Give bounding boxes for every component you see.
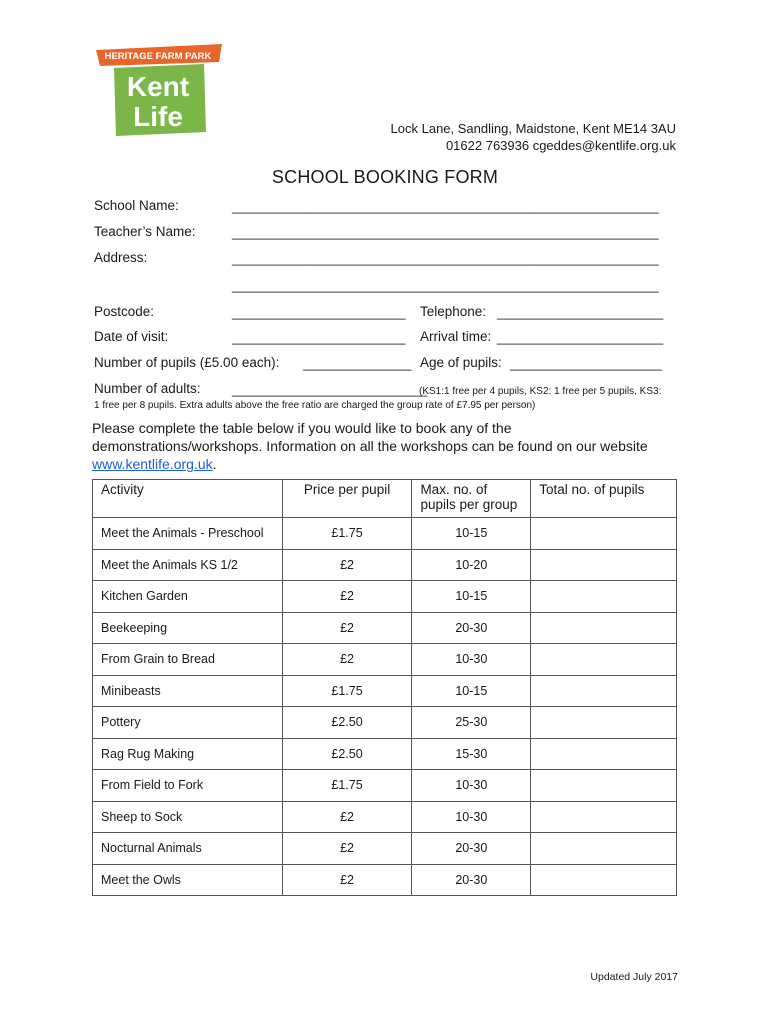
price-cell: £2: [282, 549, 412, 581]
total-pupils-cell[interactable]: [531, 581, 677, 613]
address-line-1: Lock Lane, Sandling, Maidstone, Kent ME14 3AU: [390, 121, 676, 136]
workshop-table: [92, 479, 677, 896]
max-pupils-cell: 10-30: [412, 644, 531, 676]
table-row: [93, 864, 677, 896]
teacher-name-label: Teacher’s Name:: [94, 224, 196, 239]
total-pupils-cell[interactable]: [531, 518, 677, 550]
max-pupils-cell: 10-15: [412, 675, 531, 707]
price-cell: £2: [282, 801, 412, 833]
table-row: [93, 518, 677, 550]
price-cell: £1.75: [282, 675, 412, 707]
total-pupils-cell[interactable]: [531, 707, 677, 739]
header-activity: Activity: [93, 480, 283, 518]
price-cell: £2.50: [282, 707, 412, 739]
max-pupils-cell: 25-30: [412, 707, 531, 739]
max-pupils-cell: 10-30: [412, 770, 531, 802]
table-row: [93, 801, 677, 833]
price-cell: £2: [282, 864, 412, 896]
activity-cell: From Field to Fork: [93, 770, 283, 802]
activity-cell: Nocturnal Animals: [93, 833, 283, 865]
price-cell: £2: [282, 833, 412, 865]
kent-life-logo: [92, 44, 226, 136]
price-cell: £2: [282, 612, 412, 644]
price-cell: £2: [282, 581, 412, 613]
max-pupils-cell: 15-30: [412, 738, 531, 770]
school-name-line[interactable]: ___________________________________________________________: [232, 199, 659, 214]
max-pupils-cell: 10-15: [412, 581, 531, 613]
table-row: [93, 707, 677, 739]
activity-cell: From Grain to Bread: [93, 644, 283, 676]
table-row: [93, 675, 677, 707]
teacher-name-line[interactable]: ___________________________________________________________: [232, 225, 659, 240]
max-pupils-cell: 10-15: [412, 518, 531, 550]
age-of-pupils-line[interactable]: _____________________: [510, 356, 662, 371]
total-pupils-cell[interactable]: [531, 549, 677, 581]
activity-cell: Pottery: [93, 707, 283, 739]
total-pupils-cell[interactable]: [531, 675, 677, 707]
telephone-line[interactable]: _______________________: [497, 305, 664, 320]
postcode-line[interactable]: ________________________: [232, 305, 406, 320]
total-pupils-cell[interactable]: [531, 644, 677, 676]
table-row: [93, 612, 677, 644]
price-cell: £2.50: [282, 738, 412, 770]
address-label: Address:: [94, 250, 148, 265]
adults-line[interactable]: ___________________________: [232, 382, 428, 397]
total-pupils-cell[interactable]: [531, 612, 677, 644]
intro-text: Please complete the table below if you would like to book any of the demonstrations/workshops. Information on all the workshops can be found on our website: [92, 420, 648, 454]
max-pupils-cell: 10-20: [412, 549, 531, 581]
header-price: Price per pupil: [282, 480, 412, 518]
total-pupils-cell[interactable]: [531, 801, 677, 833]
total-pupils-cell[interactable]: [531, 738, 677, 770]
table-row: [93, 549, 677, 581]
total-pupils-cell[interactable]: [531, 833, 677, 865]
age-of-pupils-label: Age of pupils:: [420, 355, 502, 370]
price-cell: £1.75: [282, 770, 412, 802]
table-row: [93, 833, 677, 865]
logo-name-kent: Kent: [126, 71, 190, 102]
max-pupils-cell: 20-30: [412, 612, 531, 644]
postcode-label: Postcode:: [94, 304, 155, 319]
date-of-visit-line[interactable]: ________________________: [232, 330, 406, 345]
website-link[interactable]: www.kentlife.org.uk: [92, 456, 213, 472]
updated-date: Updated July 2017: [590, 971, 678, 983]
school-name-label: School Name:: [94, 198, 179, 213]
activity-cell: Meet the Animals - Preschool: [93, 518, 283, 550]
logo-name-life: Life: [133, 101, 183, 132]
address-line-field-1[interactable]: ___________________________________________________________: [232, 251, 659, 266]
price-cell: £2: [282, 644, 412, 676]
activity-cell: Meet the Animals KS 1/2: [93, 549, 283, 581]
adults-note-line-2: 1 free per 8 pupils. Extra adults above the free ratio are charged the group rate of £7.95 per person): [94, 400, 536, 411]
max-pupils-cell: 20-30: [412, 833, 531, 865]
header-total: Total no. of pupils: [531, 480, 677, 518]
arrival-time-label: Arrival time:: [420, 329, 492, 344]
telephone-label: Telephone:: [420, 304, 487, 319]
address-line-field-2[interactable]: ___________________________________________________________: [232, 278, 659, 293]
activity-cell: Rag Rug Making: [93, 738, 283, 770]
activity-cell: Beekeeping: [93, 612, 283, 644]
page-title: SCHOOL BOOKING FORM: [271, 167, 499, 187]
adults-note-line-1: (KS1:1 free per 4 pupils, KS2: 1 free per 5 pupils, KS3:: [419, 386, 662, 397]
total-pupils-cell[interactable]: [531, 864, 677, 896]
arrival-time-line[interactable]: _______________________: [497, 330, 664, 345]
total-pupils-cell[interactable]: [531, 770, 677, 802]
activity-cell: Minibeasts: [93, 675, 283, 707]
pupils-label: Number of pupils (£5.00 each):: [94, 355, 280, 370]
date-of-visit-label: Date of visit:: [94, 329, 169, 344]
header-max: Max. no. of pupils per group: [412, 480, 531, 518]
table-header-row: [93, 480, 677, 518]
activity-cell: Meet the Owls: [93, 864, 283, 896]
pupils-line[interactable]: _______________: [303, 356, 412, 371]
table-row: [93, 738, 677, 770]
logo-banner-text: HERITAGE FARM PARK: [104, 51, 212, 62]
max-pupils-cell: 20-30: [412, 864, 531, 896]
address-line-2: 01622 763936 cgeddes@kentlife.org.uk: [445, 138, 676, 153]
activity-cell: Kitchen Garden: [93, 581, 283, 613]
intro-paragraph: [92, 419, 682, 473]
price-cell: £1.75: [282, 518, 412, 550]
table-row: [93, 770, 677, 802]
intro-end: .: [212, 456, 217, 472]
activity-cell: Sheep to Sock: [93, 801, 283, 833]
max-pupils-cell: 10-30: [412, 801, 531, 833]
adults-label: Number of adults:: [94, 381, 201, 396]
table-row: [93, 644, 677, 676]
table-row: [93, 581, 677, 613]
